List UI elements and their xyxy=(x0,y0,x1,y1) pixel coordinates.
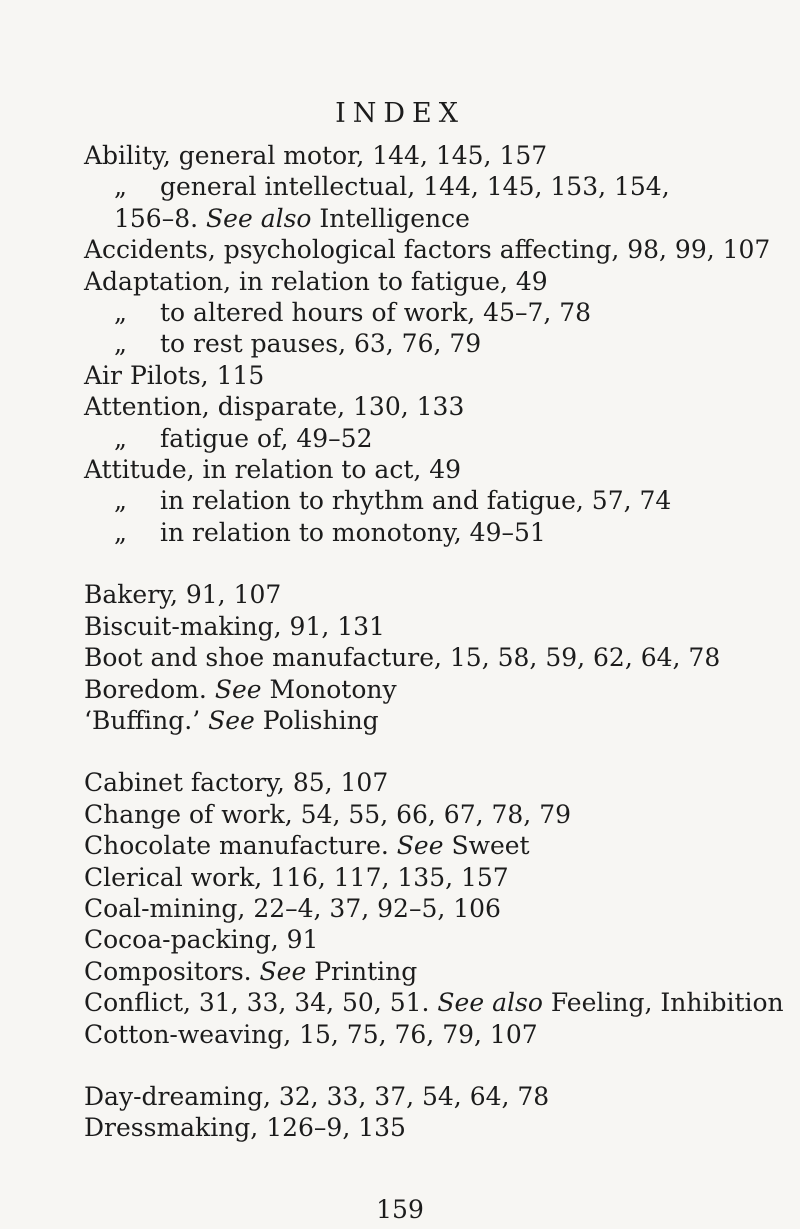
entry-text: general intellectual, 144, 145, 153, 154, xyxy=(160,172,670,202)
entry-text: 156–8. xyxy=(114,203,207,233)
entry-text: Cocoa-packing, 91 xyxy=(84,925,319,955)
index-entry xyxy=(84,642,784,673)
entry-text: Ability, general motor, 144, 145, 157 xyxy=(84,141,548,170)
entry-text: Coal-mining, 22–4, 37, 92–5, 106 xyxy=(84,893,501,923)
entry-text: to altered hours of work, 45–7, 78 xyxy=(160,298,592,328)
reference-target: Feeling, Inhibition xyxy=(542,988,784,1018)
see-reference: See xyxy=(208,705,255,735)
index-entries xyxy=(84,140,784,1144)
index-entry xyxy=(84,1081,784,1112)
entry-text: Dressmaking, 126–9, 135 xyxy=(84,1113,406,1143)
index-entry xyxy=(84,924,784,955)
ditto-mark: „ xyxy=(114,172,127,202)
see-reference: See xyxy=(214,674,262,704)
index-entry xyxy=(84,391,784,422)
index-entry xyxy=(84,893,784,924)
entry-text: Attention, disparate, 130, 133 xyxy=(84,392,465,422)
reference-target: Intelligence xyxy=(311,203,470,233)
index-subentry xyxy=(84,423,784,454)
page-number: 159 xyxy=(376,1195,424,1224)
index-entry xyxy=(84,956,784,987)
entry-text: Day-dreaming, 32, 33, 37, 54, 64, 78 xyxy=(84,1081,550,1111)
ditto-mark: „ xyxy=(114,517,127,547)
ditto-mark: „ xyxy=(114,486,127,516)
entry-text: Attitude, in relation to act, 49 xyxy=(84,455,462,485)
index-entry xyxy=(84,579,784,610)
see-reference: See also xyxy=(206,203,312,233)
entry-text: Clerical work, 116, 117, 135, 157 xyxy=(84,862,509,892)
entry-text: Air Pilots, 115 xyxy=(84,360,265,390)
entry-text: Boot and shoe manufacture, 15, 58, 59, 62, 64, 78 xyxy=(84,643,721,673)
reference-target: Monotony xyxy=(261,674,397,704)
index-entry xyxy=(84,234,784,265)
entry-text: ‘Buffing.’ xyxy=(84,705,209,735)
index-subentry xyxy=(84,171,784,202)
entry-text: in relation to monotony, 49–51 xyxy=(160,517,546,547)
index-entry xyxy=(84,862,784,893)
index-subentry xyxy=(84,297,784,328)
entry-text: Compositors. xyxy=(84,956,260,986)
index-subentry xyxy=(84,485,784,516)
index-entry xyxy=(84,674,784,705)
entry-text: Cabinet factory, 85, 107 xyxy=(84,768,389,798)
entry-text: Accidents, psychological factors affecting, 98, 99, 107 xyxy=(84,235,771,265)
entry-text: in relation to rhythm and fatigue, 57, 74 xyxy=(160,486,672,516)
reference-target: Sweet xyxy=(443,831,530,861)
entry-text: to rest pauses, 63, 76, 79 xyxy=(160,329,482,359)
entry-text: Biscuit-making, 91, 131 xyxy=(84,611,385,641)
entry-text: Conflict, 31, 33, 34, 50, 51. xyxy=(84,988,438,1018)
ditto-mark: „ xyxy=(114,423,127,453)
see-reference: See xyxy=(259,956,307,986)
see-reference: See xyxy=(396,831,444,861)
index-entry xyxy=(84,987,784,1018)
ditto-mark: „ xyxy=(114,329,127,359)
reference-target: Polishing xyxy=(254,705,379,735)
entry-text: Cotton-weaving, 15, 75, 76, 79, 107 xyxy=(84,1019,538,1049)
entry-text: Adaptation, in relation to fatigue, 49 xyxy=(84,266,548,296)
entry-text: Boredom. xyxy=(84,674,215,704)
entry-text: Change of work, 54, 55, 66, 67, 78, 79 xyxy=(84,799,572,829)
index-subentry xyxy=(84,517,784,548)
group-separator xyxy=(84,1050,784,1081)
index-entry xyxy=(84,140,784,171)
index-subentry xyxy=(84,328,784,359)
page-title: INDEX xyxy=(335,98,465,129)
entry-text: Bakery, 91, 107 xyxy=(84,580,282,610)
see-reference: See also xyxy=(437,988,543,1018)
index-entry xyxy=(84,1019,784,1050)
index-entry xyxy=(84,767,784,798)
index-entry xyxy=(84,830,784,861)
index-entry xyxy=(84,799,784,830)
group-separator xyxy=(84,736,784,767)
index-entry xyxy=(84,360,784,391)
entry-text: Chocolate manufacture. xyxy=(84,831,397,861)
index-entry xyxy=(84,266,784,297)
index-entry xyxy=(84,454,784,485)
index-continuation xyxy=(84,203,784,234)
index-entry xyxy=(84,705,784,736)
group-separator xyxy=(84,548,784,579)
reference-target: Printing xyxy=(306,956,418,986)
index-entry xyxy=(84,1112,784,1143)
entry-text: fatigue of, 49–52 xyxy=(160,423,373,453)
index-entry xyxy=(84,611,784,642)
ditto-mark: „ xyxy=(114,298,127,328)
